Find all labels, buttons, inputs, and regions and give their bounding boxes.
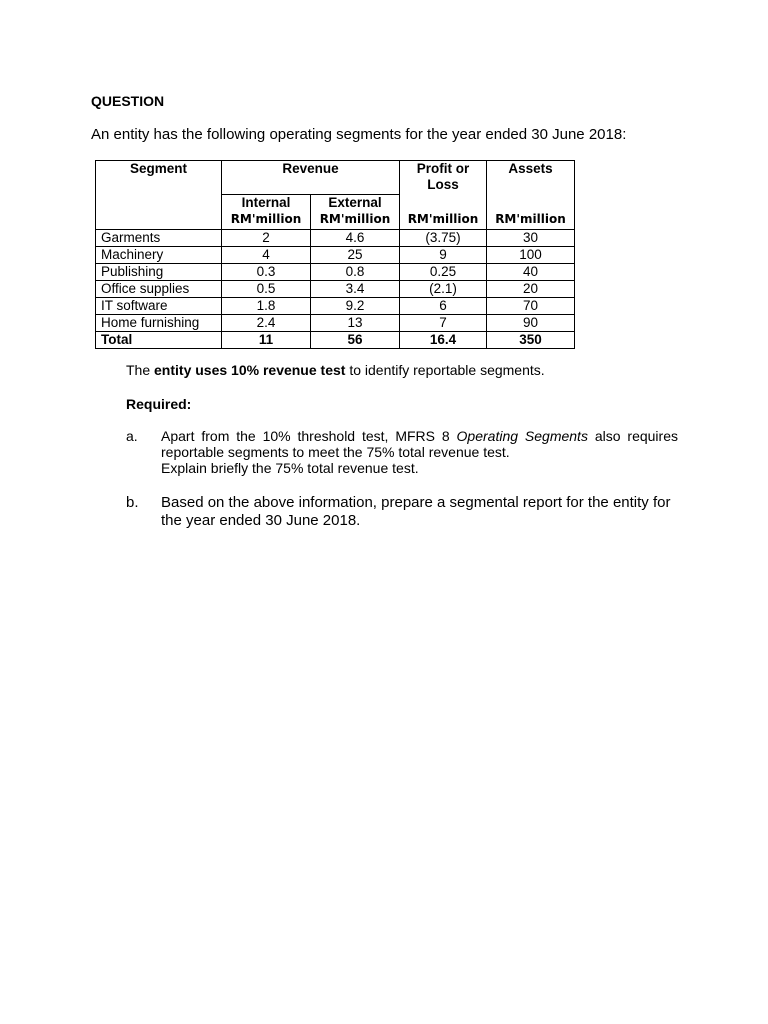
assets: 90: [487, 315, 575, 332]
assets: 20: [487, 281, 575, 298]
internal-revenue: 0.5: [222, 281, 311, 298]
note-bold: entity uses 10% revenue test: [154, 362, 346, 378]
segment-name: Publishing: [96, 264, 222, 281]
assets: 30: [487, 230, 575, 247]
profit-or-loss: 0.25: [400, 264, 487, 281]
segment-name: Garments: [96, 230, 222, 247]
header-external: [311, 195, 400, 230]
profit-or-loss: 6: [400, 298, 487, 315]
header-external-unit: RM'million: [319, 212, 391, 226]
header-internal-unit: RM'million: [230, 212, 302, 226]
internal-revenue: 2: [222, 230, 311, 247]
total-internal-revenue: 11: [222, 332, 311, 349]
header-assets-unit: RM'million: [495, 212, 566, 226]
internal-revenue: 0.3: [222, 264, 311, 281]
internal-revenue: 1.8: [222, 298, 311, 315]
profit-or-loss: 7: [400, 315, 487, 332]
segments-table: [95, 160, 575, 349]
header-profit-line1: Profit or: [416, 161, 470, 176]
header-segment: Segment: [96, 161, 222, 230]
question-a-pre: Apart from the 10% threshold test, MFRS 8: [161, 428, 457, 444]
revenue-test-note: [126, 362, 545, 378]
profit-or-loss: 9: [400, 247, 487, 264]
external-revenue: 4.6: [311, 230, 400, 247]
question-a-post: also requires reportable segments to meet the 75% total revenue test.: [161, 428, 678, 460]
table-row: [96, 264, 575, 281]
question-a-label: a.: [126, 428, 138, 444]
header-profit-unit: RM'million: [407, 212, 479, 226]
table-row: [96, 298, 575, 315]
profit-or-loss: (3.75): [400, 230, 487, 247]
header-internal: [222, 195, 311, 230]
note-pre: The: [126, 362, 155, 378]
assets: 40: [487, 264, 575, 281]
intro-text: An entity has the following operating segments for the year ended 30 June 2018:: [91, 126, 627, 143]
total-profit-or-loss: 16.4: [400, 332, 487, 349]
question-b-label: b.: [126, 494, 139, 511]
header-profit-line2: Loss: [427, 177, 459, 192]
header-internal-label: Internal: [241, 195, 291, 210]
total-assets: 350: [487, 332, 575, 349]
internal-revenue: 2.4: [222, 315, 311, 332]
required-heading: Required:: [126, 396, 192, 412]
table-row: [96, 230, 575, 247]
table-row: [96, 247, 575, 264]
table-row: [96, 281, 575, 298]
header-external-label: External: [328, 195, 382, 210]
segment-name: Office supplies: [96, 281, 222, 298]
segment-name: IT software: [96, 298, 222, 315]
external-revenue: 3.4: [311, 281, 400, 298]
total-label: Total: [96, 332, 222, 349]
question-a-text: [161, 428, 678, 476]
question-heading: QUESTION: [91, 93, 165, 109]
header-assets: [487, 161, 575, 230]
question-a-italic: Operating Segments: [456, 428, 588, 444]
header-revenue: Revenue: [222, 161, 400, 195]
internal-revenue: 4: [222, 247, 311, 264]
total-row: [96, 332, 575, 349]
assets: 100: [487, 247, 575, 264]
external-revenue: 25: [311, 247, 400, 264]
segment-name: Machinery: [96, 247, 222, 264]
total-external-revenue: 56: [311, 332, 400, 349]
profit-or-loss: (2.1): [400, 281, 487, 298]
note-post: to identify reportable segments.: [345, 362, 545, 378]
header-assets-label: Assets: [508, 161, 553, 176]
external-revenue: 13: [311, 315, 400, 332]
table-row: [96, 315, 575, 332]
question-b-text: Based on the above information, prepare a segmental report for the entity for the year ended 30 June 2018.: [161, 494, 671, 529]
question-a-line2: Explain briefly the 75% total revenue test.: [161, 460, 419, 476]
assets: 70: [487, 298, 575, 315]
external-revenue: 9.2: [311, 298, 400, 315]
external-revenue: 0.8: [311, 264, 400, 281]
segment-name: Home furnishing: [96, 315, 222, 332]
header-profit-or-loss: [400, 161, 487, 230]
